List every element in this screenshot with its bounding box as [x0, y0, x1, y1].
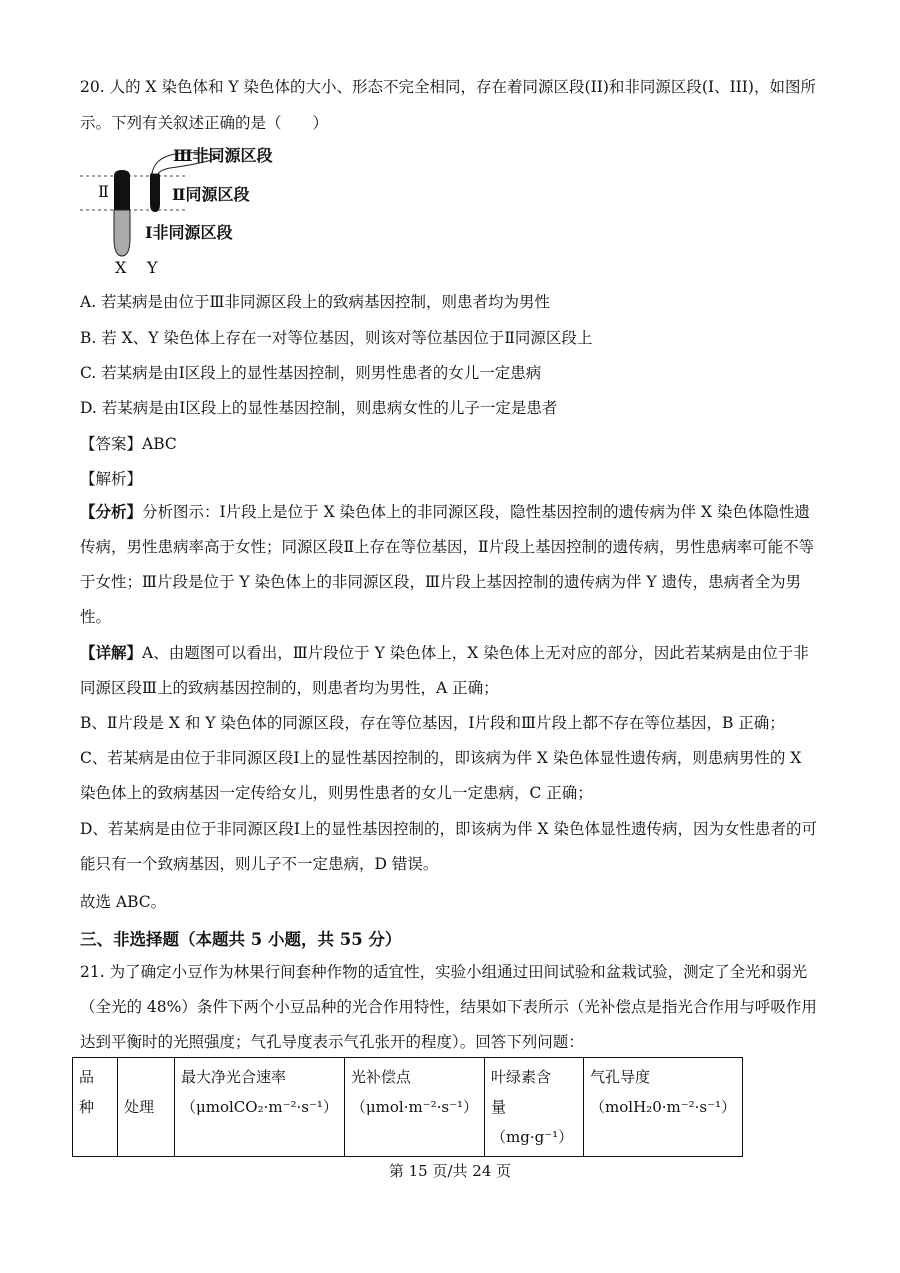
analysis-text: 分析图示：Ⅰ片段上是位于 X 染色体上的非同源区段，隐性基因控制的遗传病为伴 X 染色体隐性遗传病，男性患病率高于女性；同源区段Ⅱ上存在等位基因，Ⅱ片段上基因控制的遗传病，男性患病率可能不等于女性；Ⅲ片段是位于 Y 染色体上的非同源区段，Ⅲ片段上基因控制的遗传病为伴 Y 遗传，患病者全为男性。 [80, 503, 815, 626]
detail-d: D、若某病是由位于非同源区段Ⅰ上的显性基因控制的，即该病为伴 X 染色体显性遗传病，因为女性患者的可能只有一个致病基因，则儿子不一定患病，D 错误。 [80, 820, 817, 873]
option-b: B. 若 X、Y 染色体上存在一对等位基因，则该对等位基因位于Ⅱ同源区段上 [80, 329, 593, 347]
header-compensation-point: 光补偿点 （μmol·m⁻²·s⁻¹） [344, 1058, 484, 1157]
detail-a-paragraph [80, 635, 820, 706]
header-max-rate: 最大净光合速率 （μmolCO₂·m⁻²·s⁻¹） [175, 1058, 345, 1157]
q20-stem-line1: 20. 人的 X 染色体和 Y 染色体的大小、形态不完全相同，存在着同源区段(II)和非同源区段(I、III)，如图所 [80, 78, 816, 96]
label-segment-i: Ⅰ非同源区段 [145, 223, 233, 242]
option-a: A. 若某病是由位于Ⅲ非同源区段上的致病基因控制，则患者均为男性 [80, 293, 550, 311]
answer: 【答案】ABC [80, 435, 177, 453]
header-stomatal-conductance: 气孔导度 （molH₂0·m⁻²·s⁻¹） [584, 1058, 743, 1157]
header-chlorophyll: 叶绿素含 量（mg·g⁻¹） [485, 1058, 584, 1157]
detail-a: A、由题图可以看出，Ⅲ片段位于 Y 染色体上，X 染色体上无对应的部分，因此若某病是由位于非同源区段Ⅲ上的致病基因控制的，则患者均为男性，A 正确； [80, 644, 809, 697]
page-footer: 第 15 页/共 24 页 [388, 1162, 512, 1180]
label-segment-iii: Ⅲ非同源区段 [173, 146, 273, 165]
data-table [72, 1057, 743, 1157]
label-x-chromosome: X [115, 258, 127, 277]
header-variety: 品 种 [73, 1058, 118, 1157]
section-heading: 三、非选择题（本题共 5 小题，共 55 分） [80, 930, 402, 949]
detail-b: B、Ⅱ片段是 X 和 Y 染色体的同源区段，存在等位基因，Ⅰ片段和Ⅲ片段上都不存在等位基因，B 正确； [80, 714, 785, 732]
table-header-row [73, 1058, 743, 1157]
detail-label: 【详解】 [80, 643, 143, 662]
analysis-label: 【分析】 [80, 502, 143, 521]
option-c: C. 若某病是由Ⅰ区段上的显性基因控制，则男性患者的女儿一定患病 [80, 364, 542, 382]
option-d: D. 若某病是由Ⅰ区段上的显性基因控制，则患病女性的儿子一定是患者 [80, 399, 558, 417]
detail-c: C、若某病是由位于非同源区段Ⅰ上的显性基因控制的，即该病为伴 X 染色体显性遗传病，则患病男性的 X 染色体上的致病基因一定传给女儿，则男性患者的女儿一定患病，C 正确； [80, 749, 802, 802]
analysis-title: 【解析】 [80, 470, 143, 488]
label-segment-ii: Ⅱ同源区段 [172, 185, 250, 204]
label-segment-ii-left: Ⅱ [98, 182, 109, 201]
label-y-chromosome: Y [147, 258, 158, 277]
q21-stem: 21. 为了确定小豆作为林果行间套种作物的适宜性，实验小组通过田间试验和盆栽试验，测定了全光和弱光（全光的 48%）条件下两个小豆品种的光合作用特性，结果如下表所示（光补偿点是指光合作用与呼吸作用达到平衡时的光照强度；气孔导度表示气孔张开的程度）。回答下列问题： [80, 963, 817, 1051]
chromosome-diagram [80, 140, 320, 285]
q20-stem-line2: 示。下列有关叙述正确的是（ ） [80, 114, 329, 132]
analysis-paragraph [80, 494, 820, 635]
header-treatment: 处理 [118, 1058, 175, 1157]
conclusion: 故选 ABC。 [80, 893, 167, 911]
